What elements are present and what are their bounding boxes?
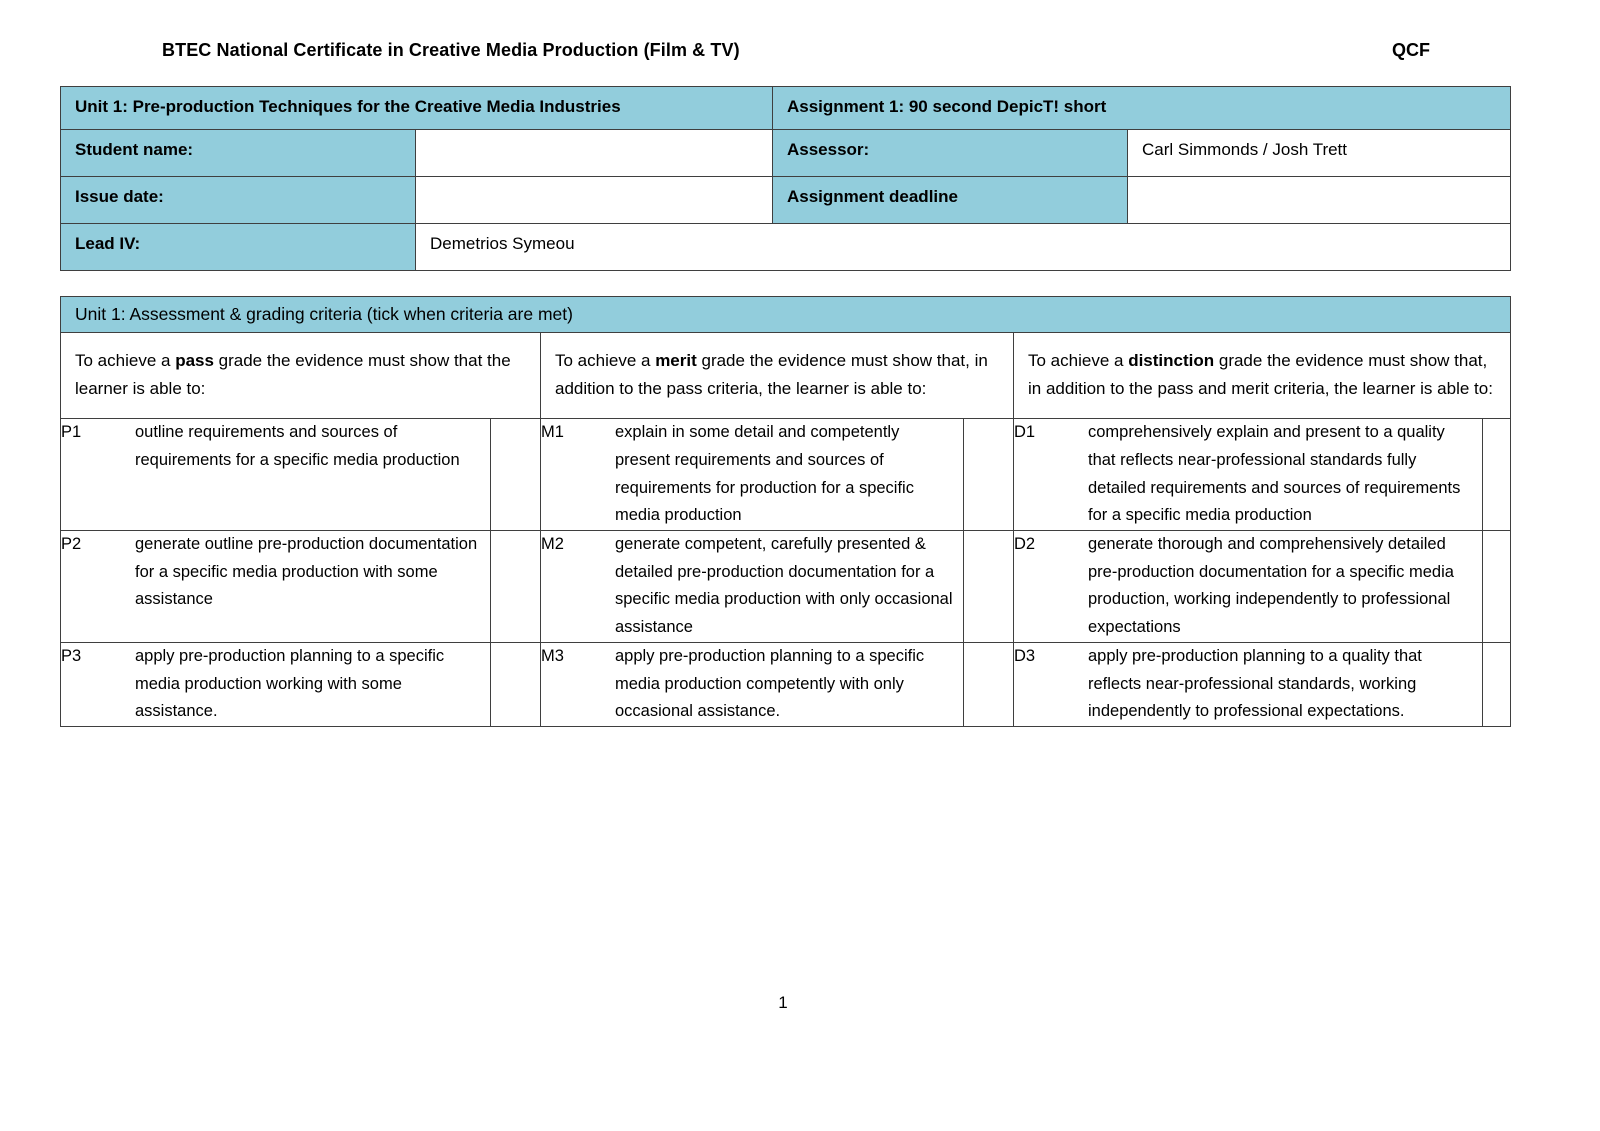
page-number: 1 <box>778 993 788 1012</box>
assignment-title: Assignment 1: 90 second DepicT! short <box>787 97 1107 116</box>
criterion-text-d2: generate thorough and comprehensively detailed pre-production documentation for a specific media production, working independently to professional expectations <box>1088 534 1454 637</box>
criterion-text-p2: generate outline pre-production documentation for a specific media production with some assistance <box>135 534 478 609</box>
assessor-value[interactable]: Carl Simmonds / Josh Trett <box>1142 140 1348 159</box>
merit-header-pre: To achieve a <box>555 351 656 370</box>
criteria-header-row <box>61 333 1511 419</box>
criterion-text-p3: apply pre-production planning to a specific media production working with some assistance. <box>135 646 445 721</box>
tick-box-m3[interactable] <box>964 642 1014 726</box>
criterion-cell-m3 <box>541 642 964 726</box>
lead-iv-label-cell <box>61 224 416 271</box>
grading-criteria-table <box>60 296 1511 727</box>
issue-date-value[interactable] <box>416 177 772 195</box>
criteria-banner-text: Unit 1: Assessment & grading criteria (tick when criteria are met) <box>75 304 573 324</box>
distinction-header-post: grade the evidence must show that, in addition to the pass and merit criteria, the learner is able to: <box>1028 351 1493 398</box>
issue-date-label: Issue date: <box>75 187 164 206</box>
criterion-text-m1: explain in some detail and competently present requirements and sources of requirements for production for a specific media production <box>615 423 914 525</box>
criterion-cell-d3 <box>1014 642 1483 726</box>
assessor-label: Assessor: <box>787 140 870 159</box>
student-name-label-cell <box>61 130 416 177</box>
lead-iv-label: Lead IV: <box>75 234 141 253</box>
criterion-code-p2: P2 <box>61 534 82 553</box>
page-number-footer <box>0 993 1566 1013</box>
info-row-student-assessor <box>61 130 1511 177</box>
criterion-code-m1: M1 <box>541 423 564 442</box>
pass-header-bold: pass <box>175 351 214 370</box>
tick-box-p2[interactable] <box>491 530 541 642</box>
criterion-code-p1: P1 <box>61 423 82 442</box>
tick-box-d3[interactable] <box>1483 642 1511 726</box>
assignment-info-table <box>60 86 1511 271</box>
criterion-text-m2: generate competent, carefully presented & detailed pre-production documentation for a specific media production with only occasional assistance <box>615 534 953 637</box>
criterion-cell-d1 <box>1014 419 1483 531</box>
issue-date-value-cell[interactable] <box>416 177 773 224</box>
criterion-text-m3: apply pre-production planning to a specific media production competently with only occasional assistance. <box>615 646 925 721</box>
criterion-text-d1: comprehensively explain and present to a quality that reflects near-professional standards fully detailed requirements and sources of requirements for a specific media production <box>1088 423 1461 525</box>
assessor-value-cell[interactable] <box>1128 130 1511 177</box>
table-row <box>61 419 1511 531</box>
distinction-header-cell <box>1014 333 1511 419</box>
criterion-code-m3: M3 <box>541 646 564 665</box>
tick-box-d2[interactable] <box>1483 530 1511 642</box>
criteria-banner-cell <box>61 297 1511 333</box>
criterion-text-p1: outline requirements and sources of requirements for a specific media production <box>135 423 460 469</box>
tick-box-m2[interactable] <box>964 530 1014 642</box>
info-row-dates <box>61 177 1511 224</box>
criterion-code-m2: M2 <box>541 534 564 553</box>
lead-iv-value-cell[interactable] <box>416 224 1511 271</box>
criterion-code-p3: P3 <box>61 646 82 665</box>
student-name-value[interactable] <box>416 130 772 148</box>
assignment-deadline-value[interactable] <box>1128 177 1510 195</box>
criterion-cell-p1 <box>61 419 491 531</box>
tick-box-p1[interactable] <box>491 419 541 531</box>
document-title: BTEC National Certificate in Creative Media Production (Film & TV) <box>162 40 740 60</box>
assignment-deadline-value-cell[interactable] <box>1128 177 1511 224</box>
criterion-cell-d2 <box>1014 530 1483 642</box>
pass-header-post: grade the evidence must show that the learner is able to: <box>75 351 511 398</box>
tick-box-d1[interactable] <box>1483 419 1511 531</box>
assignment-deadline-label: Assignment deadline <box>787 187 958 206</box>
document-header <box>62 40 1510 61</box>
distinction-header-pre: To achieve a <box>1028 351 1129 370</box>
assessor-label-cell <box>773 130 1128 177</box>
info-row-titles <box>61 87 1511 130</box>
unit-title: Unit 1: Pre-production Techniques for the Creative Media Industries <box>75 97 621 116</box>
criterion-cell-m1 <box>541 419 964 531</box>
criterion-code-d3: D3 <box>1014 646 1036 665</box>
merit-header-bold: merit <box>655 351 697 370</box>
assignment-title-cell <box>773 87 1511 130</box>
table-row <box>61 642 1511 726</box>
criteria-banner-row <box>61 297 1511 333</box>
distinction-header-bold: distinction <box>1128 351 1215 370</box>
info-row-lead-iv <box>61 224 1511 271</box>
assignment-deadline-label-cell <box>773 177 1128 224</box>
criterion-code-d1: D1 <box>1014 423 1036 442</box>
student-name-label: Student name: <box>75 140 194 159</box>
criterion-text-d3: apply pre-production planning to a quality that reflects near-professional standards, working independently to professional expectations. <box>1088 646 1422 721</box>
pass-header-pre: To achieve a <box>75 351 176 370</box>
pass-header-cell <box>61 333 541 419</box>
tick-box-m1[interactable] <box>964 419 1014 531</box>
criterion-cell-p2 <box>61 530 491 642</box>
merit-header-post: grade the evidence must show that, in addition to the pass criteria, the learner is able to: <box>555 351 988 398</box>
unit-title-cell <box>61 87 773 130</box>
lead-iv-value[interactable]: Demetrios Symeou <box>430 234 575 253</box>
criterion-cell-m2 <box>541 530 964 642</box>
student-name-value-cell[interactable] <box>416 130 773 177</box>
criterion-code-d2: D2 <box>1014 534 1036 553</box>
qualification-framework-label: QCF <box>1392 40 1430 60</box>
criterion-cell-p3 <box>61 642 491 726</box>
merit-header-cell <box>541 333 1014 419</box>
issue-date-label-cell <box>61 177 416 224</box>
tick-box-p3[interactable] <box>491 642 541 726</box>
table-row <box>61 530 1511 642</box>
